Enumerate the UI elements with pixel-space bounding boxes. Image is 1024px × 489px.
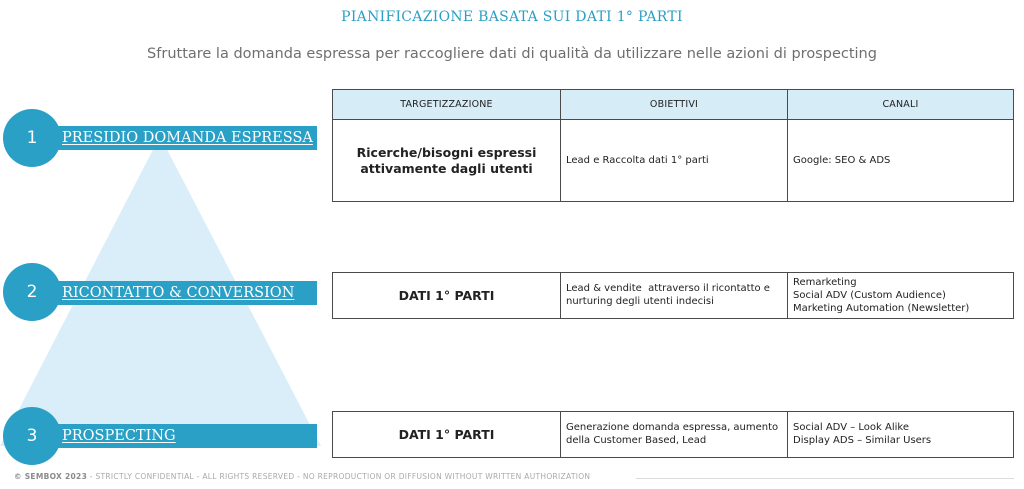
header-canali: CANALI: [882, 99, 919, 110]
step-2-number: 2: [26, 282, 38, 302]
step-3-number: 3: [26, 426, 38, 446]
step-3-label: PROSPECTING: [62, 428, 176, 444]
step-3-circle: [3, 407, 61, 465]
page-subtitle: Sfruttare la domanda espressa per raccogliere dati di qualità da utilizzare nelle azioni di prospecting: [147, 46, 877, 62]
step-3-band: [32, 424, 317, 448]
row-3-target: DATI 1° PARTI: [333, 412, 561, 457]
row-2-channel-item: Social ADV (Custom Audience): [793, 290, 946, 301]
row-2-objective: Lead & vendite attraverso il ricontatto e nurturing degli utenti indecisi: [561, 273, 788, 318]
header-targetizzazione: TARGETIZZAZIONE: [333, 90, 561, 119]
step-2-circle: [3, 263, 61, 321]
table-row: [332, 120, 1014, 202]
header-obiettivi: OBIETTIVI: [561, 90, 788, 119]
footer-brand: © SEMBOX 2023: [14, 472, 88, 481]
row-1-channel-item: Google: SEO & ADS: [793, 155, 891, 166]
step-1-number: 1: [26, 128, 38, 148]
row-1-channels: [788, 120, 1013, 201]
row-2-channel-item: Remarketing: [793, 277, 857, 288]
row-2-target: DATI 1° PARTI: [333, 273, 561, 318]
row-3-channels: [788, 412, 1013, 457]
step-2-label: RICONTATTO & CONVERSION: [62, 285, 295, 301]
table-row: [332, 272, 1014, 319]
row-2-channels: [788, 273, 1013, 318]
table-header: [332, 89, 1014, 120]
row-1-objective: Lead e Raccolta dati 1° parti: [561, 120, 788, 201]
footer-text: - STRICTLY CONFIDENTIAL - ALL RIGHTS RESERVED - NO REPRODUCTION OR DIFFUSION WITHOUT WRITTEN AUTHORIZATION: [87, 472, 591, 481]
row-3-channel-item: Display ADS – Similar Users: [793, 435, 932, 446]
step-1-band: [32, 126, 317, 150]
row-1-target: Ricerche/bisogni espressi attivamente dagli utenti: [333, 120, 561, 201]
footer-copyright: [14, 472, 590, 481]
page-title: PIANIFICAZIONE BASATA SUI DATI 1° PARTI: [341, 9, 683, 25]
table-row: [332, 411, 1014, 458]
row-3-objective: Generazione domanda espressa, aumento della Customer Based, Lead: [561, 412, 788, 457]
footer-divider: [636, 478, 1014, 479]
step-1-circle: [3, 109, 61, 167]
step-1-label: PRESIDIO DOMANDA ESPRESSA: [62, 130, 313, 146]
step-2-band: [32, 281, 317, 305]
row-2-channel-item: Marketing Automation (Newsletter): [793, 303, 970, 314]
row-3-channel-item: Social ADV – Look Alike: [793, 422, 909, 433]
